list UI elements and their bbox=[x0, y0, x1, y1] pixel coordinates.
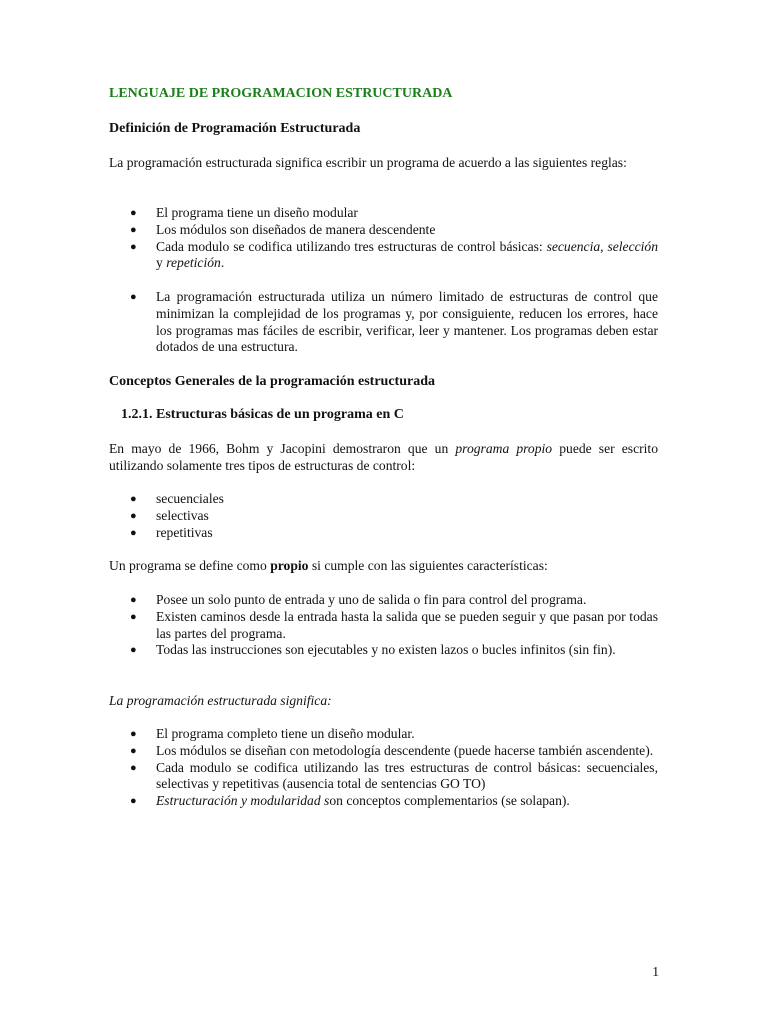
bullet-icon: ● bbox=[130, 207, 137, 219]
bullet-icon: ● bbox=[130, 240, 137, 253]
propio-definition: Un programa se define como propio si cumple con las siguientes características: bbox=[109, 558, 548, 573]
bullet-icon: ● bbox=[130, 594, 137, 606]
bullet-icon: ● bbox=[130, 526, 137, 539]
page-number: 1 bbox=[652, 964, 659, 979]
list-item: ● Posee un solo punto de entrada y uno de salida o fin para control del programa. bbox=[130, 592, 587, 607]
section-heading-conceptos: Conceptos Generales de la programación estructurada bbox=[109, 374, 435, 389]
bullet-icon: ● bbox=[130, 610, 137, 623]
list-item: ● Cada modulo se codifica utilizando las tres estructuras de control básicas: secuenciales, selectivas y repetitivas (ausencia total de sentencias GO TO) bbox=[130, 759, 658, 792]
bullet-icon: ● bbox=[130, 493, 137, 505]
meaning-list bbox=[109, 726, 658, 810]
bohm-jacopini-paragraph: En mayo de 1966, Bohm y Jacopini demostraron que un programa propio puede ser escrito utilizando solamente tres tipos de estructuras de control: bbox=[109, 441, 658, 473]
list-item: ● Estructuración y modularidad son conceptos complementarios (se solapan). bbox=[130, 793, 570, 809]
list-item: ● Los módulos son diseñados de manera descendente bbox=[130, 221, 436, 237]
list-item: ● repetitivas bbox=[130, 524, 213, 540]
bullet-icon: ● bbox=[130, 291, 137, 303]
rules-list bbox=[109, 205, 658, 272]
bullet-icon: ● bbox=[130, 795, 137, 808]
propio-characteristics-list bbox=[109, 592, 658, 659]
subsection-heading: 1.2.1. Estructuras básicas de un programa en C bbox=[121, 407, 404, 422]
list-item: ● selectivas bbox=[130, 507, 209, 523]
structure-types-list bbox=[109, 491, 658, 541]
bullet-icon: ● bbox=[130, 509, 137, 522]
document-title: LENGUAJE DE PROGRAMACION ESTRUCTURADA bbox=[109, 86, 453, 101]
bullet-icon: ● bbox=[130, 744, 137, 757]
list-item: ● La programación estructurada utiliza un número limitado de estructuras de control que minimizan la complejidad de los programas y, por consiguiente, reducen los errores, hace los programas mas fáciles de escribir, verificar, leer y mantener. Los programas deben estar dotados de una estructura. bbox=[130, 289, 658, 355]
intro-paragraph: La programación estructurada significa escribir un programa de acuerdo a las siguientes reglas: bbox=[109, 155, 627, 170]
section-heading-definicion: Definición de Programación Estructurada bbox=[109, 121, 361, 136]
list-item: ● El programa completo tiene un diseño modular. bbox=[130, 726, 415, 741]
bullet-icon: ● bbox=[130, 644, 137, 657]
bullet-icon: ● bbox=[130, 223, 137, 236]
list-item: ● Existen caminos desde la entrada hasta la salida que se pueden seguir y que pasan por todas las partes del programa. bbox=[130, 608, 658, 641]
list-item: ● Todas las instrucciones son ejecutables y no existen lazos o bucles infinitos (sin fin). bbox=[130, 642, 616, 658]
bullet-icon: ● bbox=[130, 728, 137, 740]
extra-list bbox=[109, 289, 658, 356]
meaning-heading: La programación estructurada significa: bbox=[109, 693, 332, 708]
list-item: ● secuenciales bbox=[130, 491, 224, 506]
bullet-icon: ● bbox=[130, 761, 137, 774]
list-item: ● Cada modulo se codifica utilizando tres estructuras de control básicas: secuencia, selección y repetición. bbox=[130, 238, 659, 271]
list-item: ● Los módulos se diseñan con metodología descendente (puede hacerse también ascendente). bbox=[130, 742, 654, 758]
list-item: ● El programa tiene un diseño modular bbox=[130, 205, 358, 220]
